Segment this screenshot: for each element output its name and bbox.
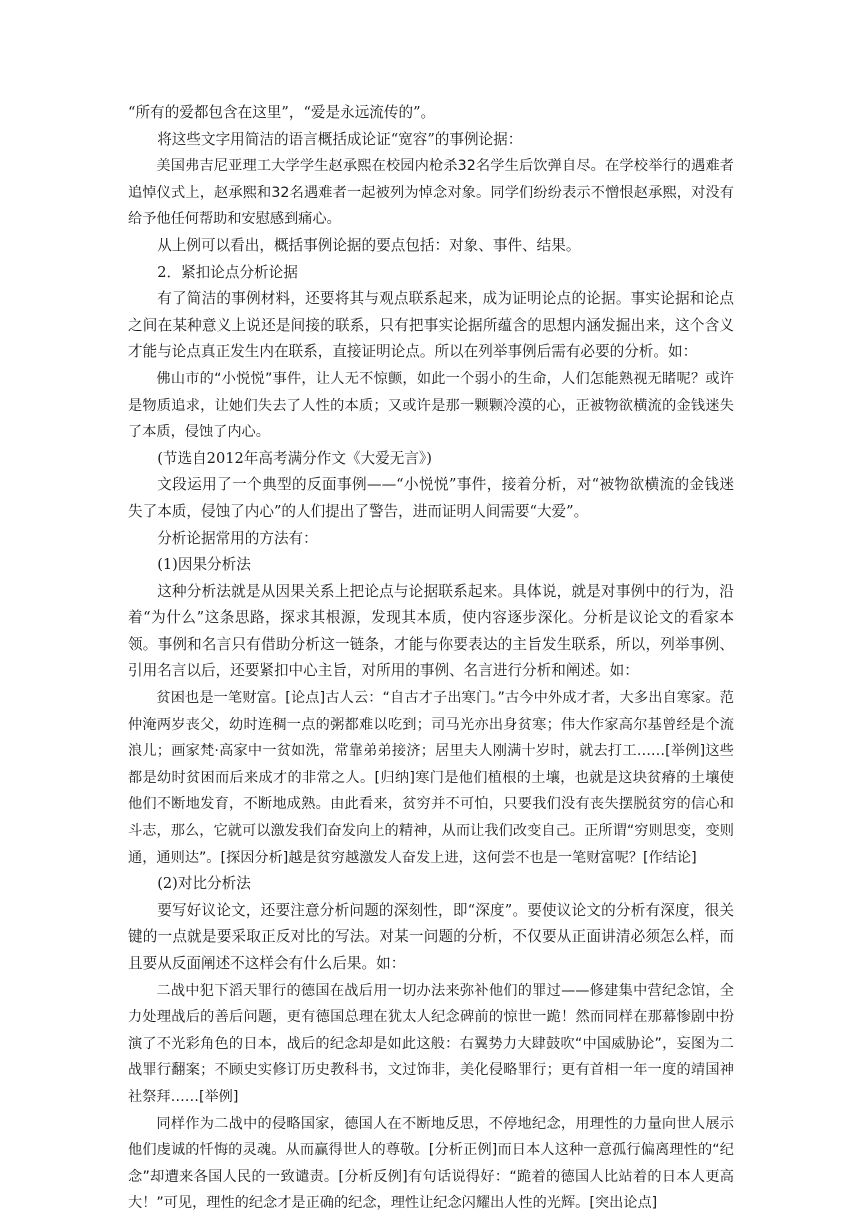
document-page: [128, 100, 734, 1217]
paragraph-example-wwii-analysis: 同样作为二战中的侵略国家，德国人在不断地反思，不停地纪念，用理性的力量向世人展示他们虔诚的忏悔的灵魂。从而赢得世人的尊敬。[分析正例]而日本人这种一意孤行偏离理性的“纪念”却遭来各国人民的一致谴责。[分析反例]有句话说得好：“跪着的德国人比站着的日本人更高大！”可见，理性的纪念才是正确的纪念，理性让纪念闪耀出人性的光辉。[突出论点]: [128, 1115, 734, 1212]
subheading-contrast-analysis: (2)对比分析法: [157, 875, 251, 893]
subheading-causal-analysis: (1)因果分析法: [157, 556, 251, 574]
paragraph-contrast-description: 要写好议论文，还要注意分析问题的深刻性，即“深度”。要使议论文的分析有深度，很关键的一点就是要采取正反对比的写法。对某一问题的分析，不仅要从正面讲清必须怎么样，而且要从反面阐述不这样会有什么后果。如：: [128, 901, 734, 972]
paragraph-summary-points: 从上例可以看出，概括事例论据的要点包括：对象、事件、结果。: [157, 236, 581, 254]
paragraph-example-wwii: 二战中犯下滔天罪行的德国在战后用一切办法来弥补他们的罪过——修建集中营纪念馆，全力处理战后的善后问题，更有德国总理在犹太人纪念碑前的惊世一跪！然而同样在那幕惨剧中扮演了不光彩角色的日本，战后的纪念却是如此这般：右翼势力大肆鼓吹“中国威胁论”，妄图为二战罪行翻案；不顾史实修订历史教科书，文过饰非，美化侵略罪行；更有首相一年一度的靖国神社祭拜……[举例]: [128, 982, 734, 1105]
paragraph-source-note: (节选自2012年高考满分作文《大爱无言》): [157, 449, 432, 467]
paragraph-example-zhao: 美国弗吉尼亚理工大学学生赵承熙在校园内枪杀32名学生后饮弹自尽。在学校举行的遇难者追悼仪式上，赵承熙和32名遇难者一起被列为悼念对象。同学们纷纷表示不憎恨赵承熙，对没有给予他任何帮助和安慰感到痛心。: [128, 158, 734, 228]
paragraph-example-xiaoyueyue: 佛山市的“小悦悦”事件，让人无不惊颤，如此一个弱小的生命，人们怎能熟视无睹呢？或许是物质追求，让她们失去了人性的本质；又或许是那一颗颗冷漠的心，正被物欲横流的金钱迷失了本质，侵蚀了内心。: [128, 370, 734, 441]
paragraph-instruction: 将这些文字用简洁的语言概括成论证“宽容”的事例论据：: [157, 130, 523, 148]
paragraph-example-commentary: 文段运用了一个典型的反面事例——“小悦悦”事件，接着分析，对“被物欲横流的金钱迷失了本质，侵蚀了内心”的人们提出了警告，进而证明人间需要“大爱”。: [128, 476, 734, 520]
paragraph-causal-description: 这种分析法就是从因果关系上把论点与论据联系起来。具体说，就是对事例中的行为，沿着“为什么”这条思路，探求其根源，发现其本质，使内容逐步深化。分析是议论文的看家本领。事例和名言只有借助分析这一链条，才能与你要表达的主旨发生联系，所以，列举事例、引用名言以后，还要紧扣中心主旨，对所用的事例、名言进行分析和阐述。如：: [128, 582, 734, 680]
paragraph-quote-love: “所有的爱都包含在这里”，“爱是永远流传的”。: [128, 104, 436, 121]
paragraph-methods-intro: 分析论据常用的方法有：: [157, 529, 318, 547]
paragraph-example-poverty: 贫困也是一笔财富。[论点]古人云：“自古才子出寒门。”古今中外成才者，大多出自寒家。范仲淹两岁丧父，幼时连稠一点的粥都难以吃到；司马光亦出身贫寒；伟大作家高尔基曾经是个流浪儿；画家梵·高家中一贫如洗，常靠弟弟接济；居里夫人刚满十岁时，就去打工……[举例]这些都是幼时贫困而后来成才的非常之人。[归纳]寒门是他们植根的土壤，也就是这块贫瘠的土壤使他们不断地发育，不断地成熟。由此看来，贫穷并不可怕，只要我们没有丧失摆脱贫穷的信心和斗志，那么，它就可以激发我们奋发向上的精神，从而让我们改变自己。正所谓“穷则思变，变则通，通则达”。[探因分析]越是贫穷越激发人奋发上进，这何尝不也是一笔财富呢？[作结论]: [128, 690, 734, 866]
paragraph-analysis-intro: 有了简洁的事例材料，还要将其与观点联系起来，成为证明论点的论据。事实论据和论点之间在某种意义上说还是间接的联系，只有把事实论据所蕴含的思想内涵发掘出来，这个含义才能与论点真正发生内在联系，直接证明论点。所以在列举事例后需有必要的分析。如：: [128, 290, 734, 361]
section-heading-2: 2．紧扣论点分析论据: [157, 263, 298, 281]
